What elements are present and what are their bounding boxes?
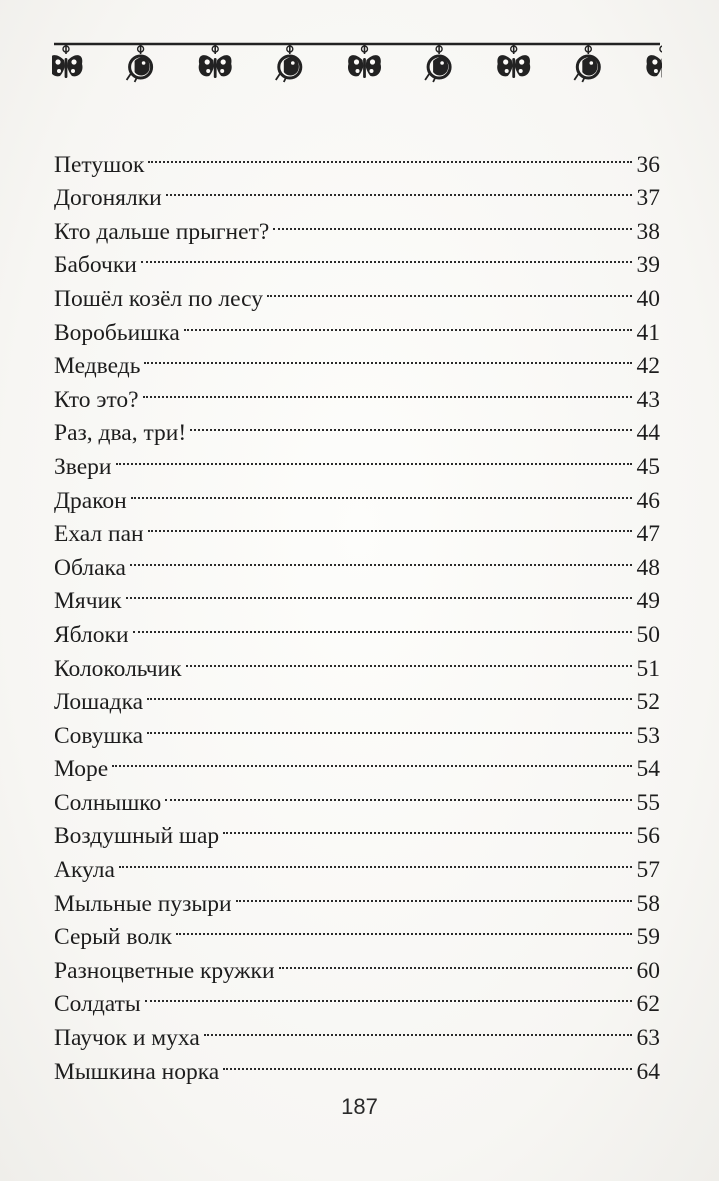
table-of-contents [54,138,660,1085]
butterfly-icon [646,44,662,78]
toc-leader-dots [279,944,632,978]
toc-entry-page: 46 [636,487,660,514]
toc-entry-title: Колокольчик [54,655,182,682]
toc-leader-dots [166,172,632,206]
toc-leader-dots [119,843,632,877]
toc-entry-page: 50 [636,621,660,648]
bird-icon [276,44,301,82]
toc-leader-dots [147,709,632,743]
toc-entry-page: 44 [636,420,660,447]
toc-entry-title: Мыльные пузыри [54,890,232,917]
toc-entry [54,239,660,279]
toc-leader-dots [143,373,632,407]
toc-entry-page: 57 [636,857,660,884]
toc-entry-title: Бабочки [54,252,137,279]
toc-leader-dots [141,239,632,273]
toc-entry-title: Совушка [54,722,144,749]
toc-entry-title: Кто это? [54,386,139,413]
toc-entry-title: Пошёл козёл по лесу [54,285,263,312]
toc-entry-page: 45 [636,453,660,480]
toc-leader-dots [126,575,632,609]
toc-leader-dots [112,743,632,777]
toc-entry-page: 47 [636,521,660,548]
toc-entry-title: Звери [54,453,112,480]
toc-entry-page: 41 [636,319,660,346]
toc-entry [54,138,660,178]
toc-entry [54,407,660,447]
toc-leader-dots [131,474,632,508]
toc-entry-title: Кто дальше прыгнет? [54,218,270,245]
toc-leader-dots [130,541,632,575]
toc-leader-dots [148,508,632,542]
butterfly-icon [348,44,381,78]
header-ornament [52,36,662,96]
toc-entry-page: 53 [636,722,660,749]
toc-entry-title: Догонялки [54,185,162,212]
toc-leader-dots [148,138,632,172]
toc-entry-page: 63 [636,1025,660,1052]
toc-entry [54,541,660,581]
toc-entry-title: Серый волк [54,924,172,951]
toc-entry-title: Воздушный шар [54,823,220,850]
toc-entry-title: Ехал пан [54,521,144,548]
bird-icon [425,44,450,82]
toc-entry [54,575,660,615]
toc-leader-dots [190,407,632,441]
toc-entry-title: Дракон [54,487,127,514]
toc-entry-page: 37 [636,185,660,212]
toc-entry-page: 55 [636,789,660,816]
toc-leader-dots [116,440,633,474]
toc-leader-dots [267,272,632,306]
toc-entry [54,373,660,413]
toc-leader-dots [165,776,632,810]
toc-entry-page: 42 [636,353,660,380]
toc-entry [54,877,660,917]
page-number: 187 [341,1094,378,1119]
toc-entry-page: 52 [636,689,660,716]
toc-leader-dots [223,1045,632,1079]
toc-entry-page: 51 [636,655,660,682]
toc-entry-title: Мышкина норка [54,1058,220,1085]
toc-leader-dots [176,911,632,945]
bird-icon [127,44,152,82]
bird-icon [574,44,599,82]
toc-entry-title: Солдаты [54,991,141,1018]
toc-leader-dots [133,608,632,642]
toc-leader-dots [204,1011,632,1045]
toc-entry-title: Яблоки [54,621,129,648]
toc-entry-page: 59 [636,924,660,951]
toc-entry-title: Разноцветные кружки [54,957,275,984]
toc-entry-page: 48 [636,554,660,581]
toc-entry-title: Воробьишка [54,319,180,346]
toc-leader-dots [236,877,632,911]
toc-entry [54,642,660,682]
toc-entry-page: 56 [636,823,660,850]
toc-entry-title: Облака [54,554,126,581]
toc-entry [54,843,660,884]
toc-entry-title: Раз, два, три! [54,420,187,447]
toc-entry-page: 62 [636,991,660,1018]
toc-entry-title: Паучок и муха [54,1025,200,1052]
toc-entry-page: 43 [636,386,660,413]
toc-leader-dots [147,676,632,710]
toc-entry-title: Мячик [54,588,122,615]
toc-entry [54,978,660,1018]
toc-entry-page: 49 [636,588,660,615]
toc-leader-dots [184,306,632,340]
toc-entry-title: Лошадка [54,689,144,716]
toc-entry [54,1011,660,1052]
butterfly-icon [199,44,232,78]
toc-entry [54,608,660,648]
toc-entry [54,340,660,380]
toc-entry-title: Акула [54,857,115,884]
toc-entry-page: 60 [636,957,660,984]
toc-entry-page: 38 [636,218,660,245]
toc-entry [54,272,660,312]
butterfly-icon [52,44,83,78]
toc-entry-title: Медведь [54,353,141,380]
toc-leader-dots [186,642,632,676]
toc-entry [54,508,660,548]
toc-entry-page: 40 [636,285,660,312]
toc-entry-title: Солнышко [54,789,162,816]
butterfly-icon [497,44,530,78]
toc-leader-dots [145,978,632,1012]
toc-entry-title: Море [54,756,109,783]
toc-leader-dots [144,340,632,374]
toc-entry-title: Петушок [54,151,145,178]
toc-entry-page: 39 [636,252,660,279]
toc-entry [54,776,660,816]
toc-entry [54,440,660,480]
toc-entry-page: 64 [636,1058,660,1085]
toc-entry-page: 36 [636,151,660,178]
toc-entry [54,474,660,514]
toc-entry-page: 58 [636,890,660,917]
toc-entry [54,743,660,783]
toc-leader-dots [273,205,632,239]
toc-leader-dots [223,810,632,844]
toc-entry-page: 54 [636,756,660,783]
